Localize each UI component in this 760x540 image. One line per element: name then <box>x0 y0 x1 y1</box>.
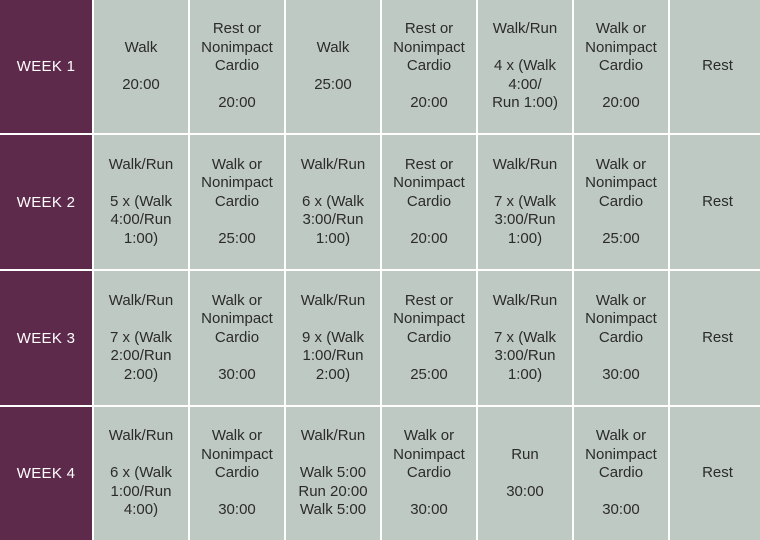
week-1-day-3-cell: Walk 25:00 <box>286 0 380 133</box>
week-2-label: WEEK 2 <box>0 135 92 269</box>
week-1-day-4-cell: Rest or Nonimpact Cardio 20:00 <box>382 0 476 133</box>
week-2-day-3-cell: Walk/Run 6 x (Walk 3:00/Run 1:00) <box>286 135 380 269</box>
week-3-day-4-cell: Rest or Nonimpact Cardio 25:00 <box>382 271 476 405</box>
week-1-day-2-cell: Rest or Nonimpact Cardio 20:00 <box>190 0 284 133</box>
week-1-day-6-cell: Walk or Nonimpact Cardio 20:00 <box>574 0 668 133</box>
week-3-day-7-cell: Rest <box>670 271 760 405</box>
week-2-day-4-cell: Rest or Nonimpact Cardio 20:00 <box>382 135 476 269</box>
week-1-label: WEEK 1 <box>0 0 92 133</box>
week-2-day-2-cell: Walk or Nonimpact Cardio 25:00 <box>190 135 284 269</box>
week-4-day-3-cell: Walk/Run Walk 5:00 Run 20:00 Walk 5:00 <box>286 407 380 540</box>
week-1-day-7-cell: Rest <box>670 0 760 133</box>
week-2-day-7-cell: Rest <box>670 135 760 269</box>
week-3-day-5-cell: Walk/Run 7 x (Walk 3:00/Run 1:00) <box>478 271 572 405</box>
week-3-day-1-cell: Walk/Run 7 x (Walk 2:00/Run 2:00) <box>94 271 188 405</box>
week-3-day-6-cell: Walk or Nonimpact Cardio 30:00 <box>574 271 668 405</box>
week-4-day-6-cell: Walk or Nonimpact Cardio 30:00 <box>574 407 668 540</box>
week-4-day-5-cell: Run 30:00 <box>478 407 572 540</box>
week-3-day-2-cell: Walk or Nonimpact Cardio 30:00 <box>190 271 284 405</box>
week-1-day-5-cell: Walk/Run 4 x (Walk 4:00/ Run 1:00) <box>478 0 572 133</box>
week-4-day-4-cell: Walk or Nonimpact Cardio 30:00 <box>382 407 476 540</box>
week-1-day-1-cell: Walk 20:00 <box>94 0 188 133</box>
week-2-day-5-cell: Walk/Run 7 x (Walk 3:00/Run 1:00) <box>478 135 572 269</box>
week-3-label: WEEK 3 <box>0 271 92 405</box>
week-4-day-1-cell: Walk/Run 6 x (Walk 1:00/Run 4:00) <box>94 407 188 540</box>
week-4-label: WEEK 4 <box>0 407 92 540</box>
week-4-day-7-cell: Rest <box>670 407 760 540</box>
week-2-day-6-cell: Walk or Nonimpact Cardio 25:00 <box>574 135 668 269</box>
week-3-day-3-cell: Walk/Run 9 x (Walk 1:00/Run 2:00) <box>286 271 380 405</box>
week-4-day-2-cell: Walk or Nonimpact Cardio 30:00 <box>190 407 284 540</box>
week-2-day-1-cell: Walk/Run 5 x (Walk 4:00/Run 1:00) <box>94 135 188 269</box>
